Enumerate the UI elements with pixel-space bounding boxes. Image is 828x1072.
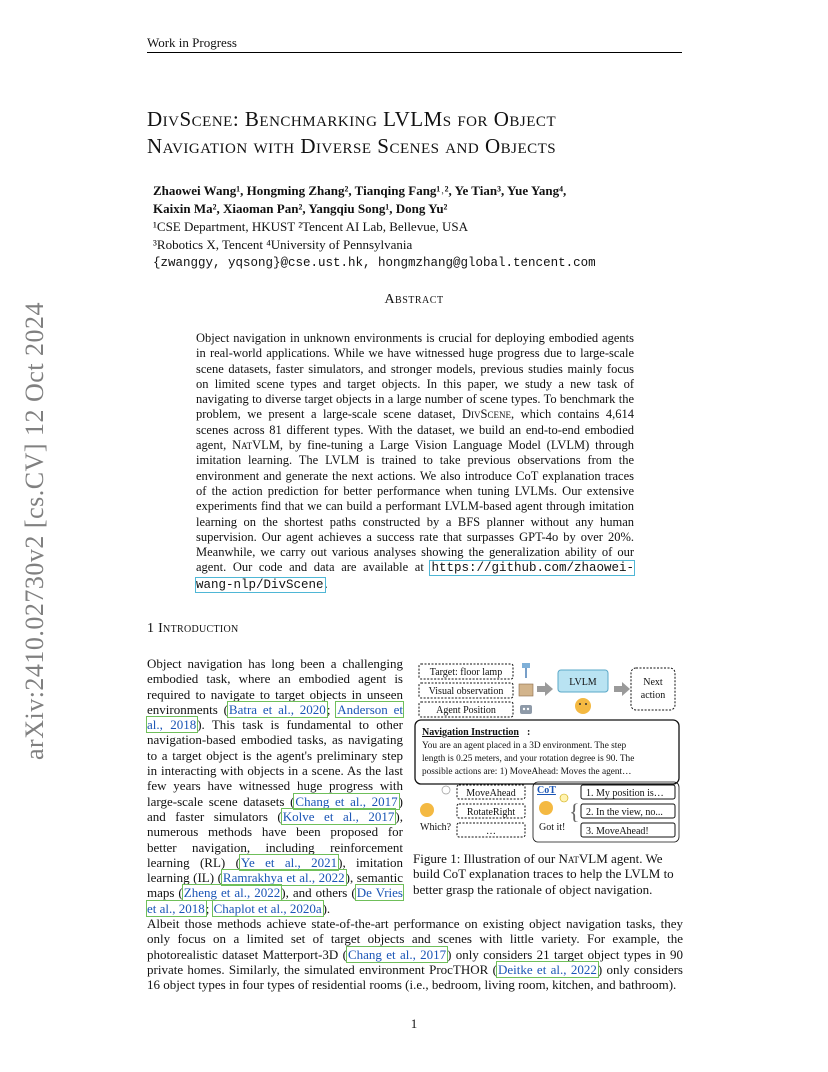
caption-rest: agent. We build CoT explanation traces to help the LVLM to better grasp the rationale of object navigation.	[413, 851, 674, 897]
intro-text: ) only considers 21 target object types in 90 private homes. Similarly, the simulated environment ProcTHOR (	[147, 946, 683, 977]
page-number: 1	[410, 1016, 418, 1031]
figure-1-caption	[413, 851, 685, 897]
title-line-1: DivScene: Benchmarking LVLMs for Object	[147, 107, 557, 131]
caption-prefix: Figure 1: Illustration of our	[413, 851, 559, 866]
target-label: Target: floor lamp	[429, 667, 503, 678]
affiliation-line-2: ³Robotics X, Tencent ⁴University of Pennsylvania	[153, 237, 413, 252]
author-line-1: Zhaowei Wang¹, Hongming Zhang², Tianqing Fang¹˒², Ye Tian³, Yue Yang⁴,	[153, 183, 567, 198]
thought-bubble-icon	[442, 786, 450, 794]
running-header: Work in Progress	[147, 35, 237, 50]
lvlm-label: LVLM	[569, 677, 597, 688]
visual-label: Visual observation	[428, 686, 504, 697]
intro-text: ), and others (	[281, 885, 356, 901]
author-block	[153, 182, 693, 272]
cot-step-2: 2. In the view, no...	[586, 807, 663, 818]
instruction-line-3: possible actions are: 1) MoveAhead: Moves the agent…	[422, 767, 632, 777]
next-action-box	[631, 668, 675, 710]
author-emails: {zwanggy, yqsong}@cse.ust.hk, hongmzhang@global.tencent.com	[153, 256, 596, 270]
next-action-label-2: action	[640, 690, 666, 701]
intro-text: ), numerous methods have been proposed for better navigation, including reinforcement learning (RL) (	[147, 808, 403, 870]
intro-text: ).	[322, 900, 331, 916]
cot-step-3: 3. MoveAhead!	[586, 826, 649, 837]
citation-link[interactable]: Chaplot et al., 2020a	[213, 900, 322, 916]
cot-title: CoT	[537, 785, 556, 796]
citation-link[interactable]: Ye et al., 2021	[240, 854, 338, 870]
intro-paragraph-2	[147, 916, 683, 992]
citation-link[interactable]: Anderson et al., 2018	[147, 701, 403, 733]
lightbulb-icon	[560, 794, 568, 802]
arrow-icon	[537, 682, 553, 696]
citation-link[interactable]: Kolve et al., 2017	[282, 808, 395, 824]
option-label-3: …	[486, 826, 496, 837]
caption-agent-name: NatVLM	[558, 851, 608, 866]
curly-brace: {	[569, 799, 580, 824]
citation-link[interactable]: Ramrakhya et al., 2022	[222, 870, 345, 886]
paper-title	[147, 106, 707, 160]
option-label-2: RotateRight	[466, 807, 516, 818]
instruction-title: Navigation Instruction	[422, 727, 519, 738]
abstract-heading: Abstract	[384, 292, 444, 307]
abstract-end: .	[324, 576, 328, 591]
title-line-2: Navigation with Diverse Scenes and Objects	[147, 134, 557, 158]
intro-text: ;	[205, 900, 213, 916]
next-action-label-1: Next	[643, 677, 663, 688]
intro-text: ;	[326, 701, 337, 717]
intro-text: ), semantic maps (	[147, 870, 403, 901]
intro-text: Object navigation has long been a challenging embodied task, where an embodied agent is required to navigate to target objects in unseen environments (	[147, 656, 403, 717]
citation-link[interactable]: Chang et al., 2017	[347, 946, 447, 962]
robot-icon	[520, 705, 532, 714]
instruction-line-2: length is 0.25 meters, and your rotation degree is 90. The	[422, 754, 635, 764]
intro-text: ), imitation learning (IL) (	[147, 854, 403, 886]
cot-step-1: 1. My position is…	[586, 788, 664, 799]
abstract-body	[196, 331, 634, 593]
abstract-text-1: Object navigation in unknown environments is crucial for deploying embodied agents in real-world applications. While we have witnessed huge progress due to large-scale scene datasets, faster simulators, and stronger models, previous studies mainly focus on limited scene types and target objects. In this paper, we study a new task of navigating to diverse target objects in a large number of scene types. To benchmark the problem, we present a large-scale scene dataset,	[196, 331, 634, 422]
thinking-face-icon	[420, 803, 434, 817]
intro-text: Albeit those methods achieve state-of-the-art performance on existing object navigation tasks, they only focus on a limited set of target objects and scenes with little variety. For example, the photorealistic dataset Matterport-3D (	[147, 916, 683, 962]
intro-paragraph-1	[147, 656, 403, 916]
citation-link[interactable]: Batra et al., 2020	[228, 701, 326, 717]
smiling-face-icon	[539, 801, 553, 815]
agent-face-icon	[575, 698, 591, 714]
section-heading-introduction: 1 Introduction	[147, 621, 239, 636]
got-it-label: Got it!	[539, 822, 566, 833]
room-image-icon	[519, 684, 533, 696]
natvlm-name: NatVLM	[232, 438, 280, 453]
which-label: Which?	[420, 822, 452, 833]
intro-text: ) and faster simulators (	[147, 793, 403, 824]
lamp-icon	[522, 663, 530, 678]
instruction-line-1: You are an agent placed in a 3D environment. The step	[422, 741, 627, 751]
abstract-text-3: , by fine-tuning a Large Vision Language Model (LVLM) through imitation learning. The LVLM is trained to take previous observations from the environment and generate the next actions. We also introduce CoT explanation traces of the action prediction for better performance when tuning LVLMs. Our extensive experiments find that we can build a performant LVLM-based agent through imitation learning on the shortest paths constructed by a BFS planner without any human supervision. Our agent achieves a success rate that surpasses GPT-4o by over 20%. Meanwhile, we carry out various analyses showing the generalization ability of our agent. Our code and data are available at	[196, 438, 634, 575]
intro-text: ) only considers 16 object types in four types of residential rooms (i.e., bedroom, living room, kitchen, and bathroom).	[147, 961, 683, 993]
divscene-name: DivScene	[462, 407, 512, 422]
citation-link[interactable]: Zheng et al., 2022	[183, 885, 281, 901]
header-rule	[147, 52, 682, 53]
instruction-title-colon: :	[527, 727, 531, 738]
code-url-link[interactable]: https://github.com/zhaowei-wang-nlp/DivScene	[196, 561, 634, 592]
author-line-2: Kaixin Ma², Xiaoman Pan², Yangqiu Song¹, Dong Yu²	[153, 201, 448, 216]
intro-text: ). This task is fundamental to other navigation-based embodied tasks, as navigating to a target object is the agent's preliminary step in interacting with objects in a scene. As the last few years have witnessed huge progress with large-scale scene datasets (	[147, 717, 403, 809]
option-label-1: MoveAhead	[466, 788, 516, 799]
abstract-text-2: , which contains 4,614 scenes across 81 different types. With the dataset, we build an end-to-end embodied agent,	[196, 407, 634, 453]
affiliation-line-1: ¹CSE Department, HKUST ²Tencent AI Lab, Bellevue, USA	[153, 219, 468, 234]
citation-link[interactable]: Deitke et al., 2022	[497, 961, 597, 977]
figure-1-diagram	[413, 658, 683, 848]
citation-link[interactable]: De Vries et al., 2018	[147, 885, 403, 916]
arrow-icon	[614, 682, 630, 696]
arxiv-identifier[interactable]: arXiv:2410.02730v2 [cs.CV] 12 Oct 2024	[20, 301, 49, 760]
position-label: Agent Position	[436, 705, 496, 716]
citation-link[interactable]: Chang et al., 2017	[295, 793, 398, 809]
